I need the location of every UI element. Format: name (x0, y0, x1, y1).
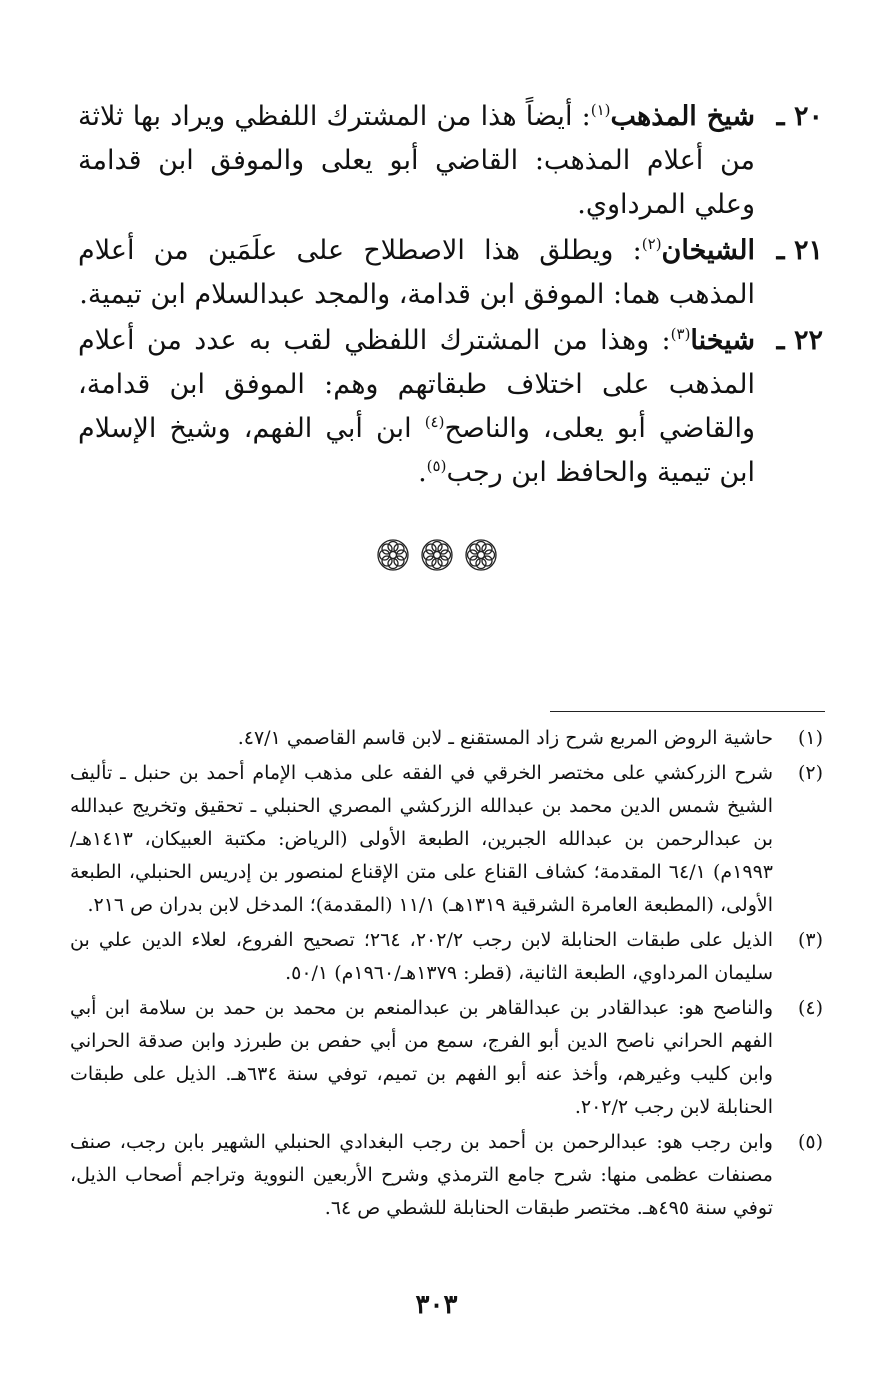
footnotes (70, 722, 823, 1227)
footnote (70, 722, 823, 755)
footnote-number: (٣) (797, 929, 823, 951)
footnote-text: شرح الزركشي على مختصر الخرقي في الفقه على مذهب الإمام أحمد بن حنبل ـ تأليف الشيخ شمس الدين محمد بن عبدالله الزركشي المصري الحنبلي ـ تحقيق وتخريج عبدالله بن عبدالرحمن بن عبدالله الجبرين، الطبعة الأولى (الرياض: مكتبة العبيكان، ١٤١٣هـ/١٩٩٣م) ٦٤/١ المقدمة؛ كشاف القناع على متن الإقناع لمنصور بن إدريس الحنبلي، الطبعة الأولى، (المطبعة العامرة الشرقية ١٣١٩هـ) ١١/١ (المقدمة)؛ المدخل لابن بدران ص ٢١٦. (70, 762, 774, 916)
footnote-number: (١) (797, 727, 823, 749)
rosette-icon (420, 538, 454, 572)
entry-number: ٢١ ـ (776, 235, 823, 266)
footnote (70, 1126, 823, 1225)
footnote-ref: (١) (590, 101, 611, 119)
footnote-text: وابن رجب هو: عبدالرحمن بن أحمد بن رجب البغدادي الحنبلي الشهير بابن رجب، صنف مصنفات عظمى منها: شرح جامع الترمذي وشرح الأربعين النووية وتراجم أصحاب الذيل، توفي سنة ٤٩٥هـ. مختصر طبقات الحنابلة للشطي ص ٦٤. (70, 1131, 773, 1219)
footnote-text: حاشية الروض المربع شرح زاد المستقنع ـ لابن قاسم القاصمي ٤٧/١. (237, 727, 773, 749)
entry-20 (78, 95, 823, 227)
footnote-separator (550, 711, 825, 712)
footnote-number: (٥) (797, 1131, 823, 1153)
entry-text: : أيضاً هذا من المشترك اللفظي ويراد بها ثلاثة من أعلام المذهب: القاضي أبو يعلى والموفق ابن قدامة وعلي المرداوي. (78, 101, 755, 220)
footnote (70, 992, 823, 1124)
entry-term: شيخ المذهب (610, 101, 756, 132)
footnote-ref: (٤) (424, 413, 445, 431)
page-number: ٣٠٣ (415, 1290, 458, 1320)
entry-text: : ويطلق هذا الاصطلاح على علَمَين من أعلام المذهب هما: الموفق ابن قدامة، والمجد عبدالسلام ابن تيمية. (78, 235, 755, 310)
glossary-entries (78, 95, 823, 497)
footnote-text: والناصح هو: عبدالقادر بن عبدالقاهر بن عبدالمنعم بن محمد بن حمد بن سلامة ابن أبي الفهم الحراني ناصح الدين أبو الفرج، سمع من أبي حفص بن طبرزد وابن صدقة الحراني وابن كليب وغيرهم، وأخذ عنه أبو الفهم بن تميم، توفي سنة ٦٣٤هـ. الذيل على طبقات الحنابلة لابن رجب ٢٠٢/٢. (70, 997, 773, 1118)
footnote-ref: (٥) (426, 457, 447, 475)
footnote-ref: (٣) (670, 325, 691, 343)
entry-21 (78, 229, 823, 317)
rosette-icon (464, 538, 498, 572)
entry-22 (78, 319, 823, 495)
footnote (70, 757, 823, 922)
footnote-ref: (٢) (641, 235, 662, 253)
entry-number: ٢٢ ـ (776, 325, 823, 356)
footnote-text: الذيل على طبقات الحنابلة لابن رجب ٢٠٢/٢، ٢٦٤؛ تصحيح الفروع، لعلاء الدين علي بن سليمان المرداوي، الطبعة الثانية، (قطر: ١٣٧٩هـ/١٩٦٠م) ٥٠/١. (70, 929, 773, 984)
entry-body (78, 95, 755, 227)
entry-text: : وهذا من المشترك اللفظي لقب به عدد من أعلام المذهب على اختلاف طبقاتهم وهم: الموفق ابن قدامة، والقاضي أبو يعلى، والناصح (78, 325, 755, 444)
footnote-number: (٤) (797, 997, 823, 1019)
entry-text: ابن أبي الفهم، وشيخ الإسلام ابن تيمية والحافظ ابن رجب (78, 413, 755, 488)
entry-number: ٢٠ ـ (776, 101, 823, 132)
rosette-icon (376, 538, 410, 572)
footnote-number: (٢) (797, 762, 823, 784)
entry-term: شيخنا (690, 325, 755, 356)
footnote (70, 924, 823, 990)
section-divider (0, 538, 873, 572)
entry-body (78, 319, 755, 495)
entry-term: الشيخان (661, 235, 755, 266)
entry-text: . (418, 457, 427, 488)
entry-body (78, 229, 755, 317)
